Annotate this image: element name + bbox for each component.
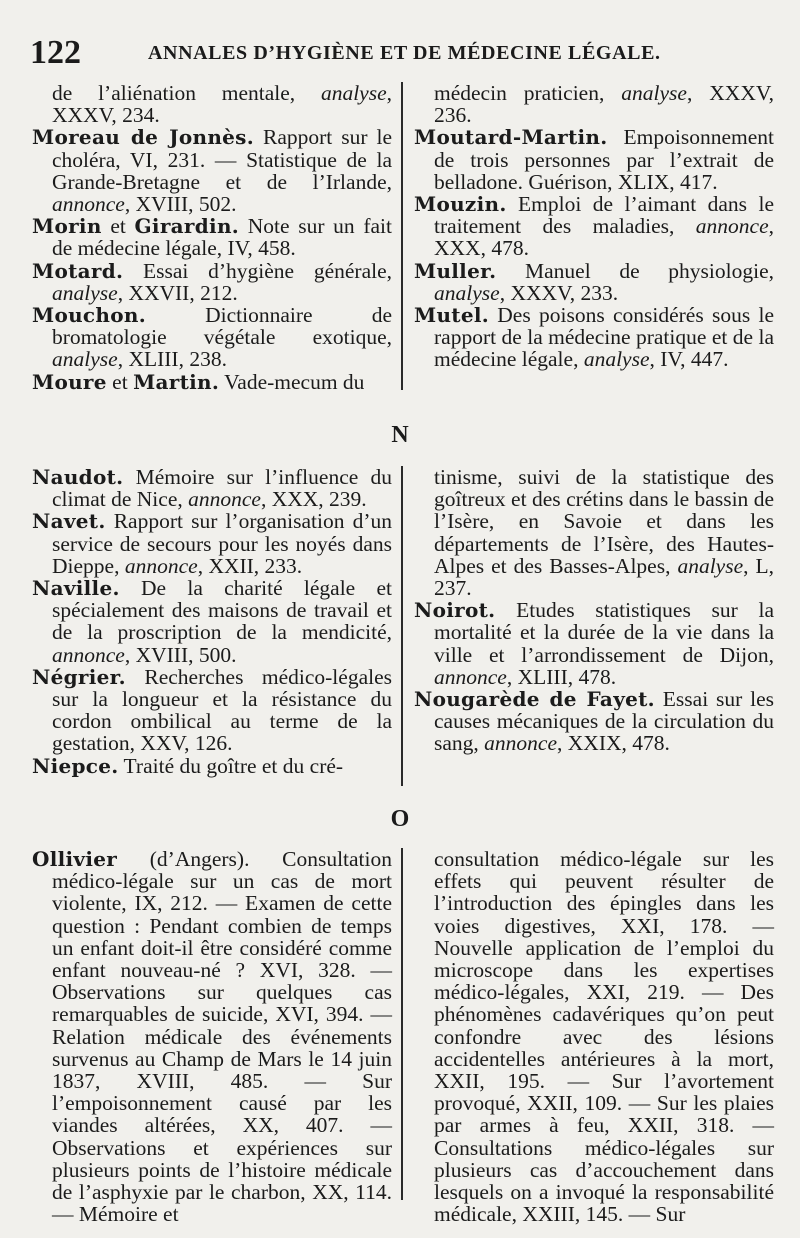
section-letter-o: O <box>390 806 410 832</box>
index-entry-continuation <box>414 466 774 599</box>
running-title: ANNALES D’HYGIÈNE ET DE MÉDECINE LÉGALE. <box>148 42 661 64</box>
entry-reference: , XXXV, 233. <box>499 280 619 305</box>
author-name: Mutel. <box>414 303 490 328</box>
index-entry <box>32 755 392 777</box>
section-n <box>30 466 774 796</box>
page-header <box>30 34 774 74</box>
entry-text: Mémoire sur l’influence du climat de Nice, <box>52 465 392 512</box>
entry-text: De la charité légale et spécialement des maisons de travail et de la proscription de la mendicité, <box>52 576 392 645</box>
entry-text: médecin praticien, <box>434 81 622 105</box>
index-entry <box>32 260 392 304</box>
entry-type: annonce <box>188 487 261 512</box>
author-name: Muller. <box>414 258 497 283</box>
entry-type: analyse <box>52 347 118 372</box>
index-entry <box>414 126 774 193</box>
entry-type: analyse <box>434 280 500 305</box>
author-name: Naville. <box>32 576 120 601</box>
author-name: Ollivier <box>32 847 118 871</box>
entry-text: Rapport sur l’organisation d’un service de secours pour les noyés dans Dieppe, <box>52 509 392 578</box>
index-entry <box>414 688 774 755</box>
entry-reference: , L, 237. <box>434 553 774 601</box>
author-name: Naudot. <box>32 465 124 489</box>
entry-text: (d’Angers). Consultation médico-légale sur un cas de mort violente, IX, 212. — Examen de cette question : Pendant combien de temps un enfant doit-il être considéré comme enfant nouveau-né ? XVI, 328. — Observations sur quelques cas remarquables de suicide, XVI, 394. — Relation médicale des événements survenus au Champ de Mars le 14 juin 1837, XVIII, 485. — Sur l’empoisonnement causé par les viandes altérées, XX, 407. — Observations et expériences sur plusieurs points de l’histoire médicale de l’asphyxie par le charbon, XX, 114. — Mémoire et <box>52 847 392 1227</box>
section-letter-n: N <box>391 422 409 448</box>
entry-text: Note sur un fait de médecine légale, IV, 458. <box>52 214 392 261</box>
author-name: Martin. <box>133 369 220 394</box>
entry-reference: , XVIII, 500. <box>124 642 237 667</box>
column-left <box>32 82 392 393</box>
column-rule <box>401 466 403 786</box>
index-entry-continuation <box>414 82 774 126</box>
author-name: Négrier. <box>32 664 126 689</box>
index-entry <box>32 371 392 393</box>
column-right <box>414 848 774 1225</box>
entry-type: annonce <box>695 214 769 239</box>
index-entry <box>32 215 392 259</box>
entry-reference: , XXII, 233. <box>197 553 303 578</box>
entry-reference: , IV, 447. <box>649 347 729 372</box>
entry-reference: , XXXV, 236. <box>434 81 774 128</box>
section-o <box>30 847 774 1227</box>
author-name: Niepce. <box>32 753 119 778</box>
entry-text: Empoisonnement de trois personnes par l’extrait de belladone. Guérison, XLIX, 417. <box>434 125 774 194</box>
index-entry <box>414 260 774 304</box>
entry-text: Des poisons considérés sous le rapport de la médecine pratique et de la médecine légale, <box>434 303 774 372</box>
entry-text: Emploi de l’aimant dans le traitement des maladies, <box>434 192 774 239</box>
author-name: Girardin. <box>134 214 240 239</box>
index-entry <box>414 599 774 688</box>
entry-text: consultation médico-légale sur les effets qui peuvent résulter de l’introduction des épingles dans les voies digestives, XXI, 178. — Nouvelle application de l’emploi du microscope dans les expertises médico-légales, XXI, 219. — Des phénomènes cadavériques qu’on peut confondre avec des lésions accidentelles antérieures à la mort, XXII, 195. — Sur l’avortement provoqué, XXII, 109. — Sur les plaies par armes à feu, XXII, 318. — Consultations médico-légales sur plusieurs cas d’accouchement dans lesquels on a invoqué la responsabilité médicale, XXIII, 145. — Sur <box>434 847 774 1227</box>
author-name: Noirot. <box>414 598 496 623</box>
index-entry <box>32 466 392 510</box>
entry-text: Traité du goître et du cré- <box>118 753 344 778</box>
column-right <box>414 466 774 755</box>
entry-reference: , XXIX, 478. <box>557 731 670 756</box>
author-name: Mouzin. <box>414 192 507 217</box>
entry-text: Vade-mecum du <box>219 369 365 394</box>
index-entry-continuation <box>32 82 392 126</box>
author-name: Morin <box>32 214 102 239</box>
entry-text: et <box>101 214 135 239</box>
entry-reference: , XVIII, 502. <box>124 192 237 217</box>
entry-reference: , XXX, 478. <box>434 214 774 261</box>
author-name: Navet. <box>32 509 106 534</box>
entry-text: Etudes statistiques sur la mortalité et la durée de la vie dans la ville et l’arrondissement de Dijon, <box>434 598 774 667</box>
entry-text: Essai sur les causes mécaniques de la circulation du sang, <box>434 687 774 756</box>
author-name: Motard. <box>32 258 124 283</box>
index-entry <box>32 126 392 215</box>
entry-type: analyse <box>52 280 118 305</box>
column-right <box>414 82 774 371</box>
index-entry <box>414 193 774 260</box>
column-rule <box>401 848 403 1200</box>
author-name: Mouchon. <box>32 303 146 328</box>
index-entry-continuation <box>414 848 774 1225</box>
column-left <box>32 848 392 1225</box>
entry-text: Dictionnaire de bromatologie végétale exotique, <box>52 303 392 350</box>
entry-reference: , XXXV, 234. <box>52 81 392 128</box>
entry-reference: , XXVII, 212. <box>117 280 238 305</box>
index-entry <box>414 304 774 371</box>
entry-type: analyse <box>583 347 650 372</box>
entry-type: analyse <box>320 81 387 105</box>
entry-text: Manuel de physiologie, <box>496 258 774 283</box>
entry-reference: , XLIII, 478. <box>506 664 617 689</box>
entry-text: de l’aliénation mentale, <box>52 81 321 105</box>
entry-type: annonce <box>484 731 558 756</box>
entry-reference: , XLIII, 238. <box>117 347 227 372</box>
entry-type: analyse <box>621 81 687 105</box>
entry-text: Recherches médico-légales sur la longueur et la résistance du cordon ombilical au terme de la gestation, XXV, 126. <box>52 664 392 756</box>
index-entry <box>32 848 392 1225</box>
author-name: Moure <box>32 369 107 394</box>
entry-text: Essai d’hygiène générale, <box>123 258 392 283</box>
entry-reference: , XXX, 239. <box>260 487 367 512</box>
entry-text: et <box>106 369 134 394</box>
index-entry <box>32 304 392 371</box>
page-number: 122 <box>30 34 81 71</box>
index-entry <box>32 577 392 666</box>
entry-type: annonce <box>52 642 125 667</box>
entry-text: tinisme, suivi de la statistique des goîtreux et des crétins dans le bassin de l’Isère, en Savoie et dans les départements de l’Isère, des Hautes-Alpes et des Basses-Alpes, <box>434 465 774 578</box>
entry-text: Rapport sur le choléra, VI, 231. — Statistique de la Grande-Bretagne et de l’Irlande, <box>52 125 392 194</box>
column-left <box>32 466 392 777</box>
author-name: Nougarède de Fayet. <box>414 687 655 712</box>
author-name: Moutard-Martin. <box>414 125 608 150</box>
entry-type: annonce <box>124 553 198 578</box>
index-entry <box>32 510 392 577</box>
column-rule <box>401 82 403 390</box>
entry-type: analyse <box>677 553 744 578</box>
index-entry <box>32 666 392 755</box>
entry-type: annonce <box>52 192 125 217</box>
section-m <box>30 82 774 394</box>
author-name: Moreau de Jonnès. <box>32 125 255 150</box>
entry-type: annonce <box>434 664 507 689</box>
